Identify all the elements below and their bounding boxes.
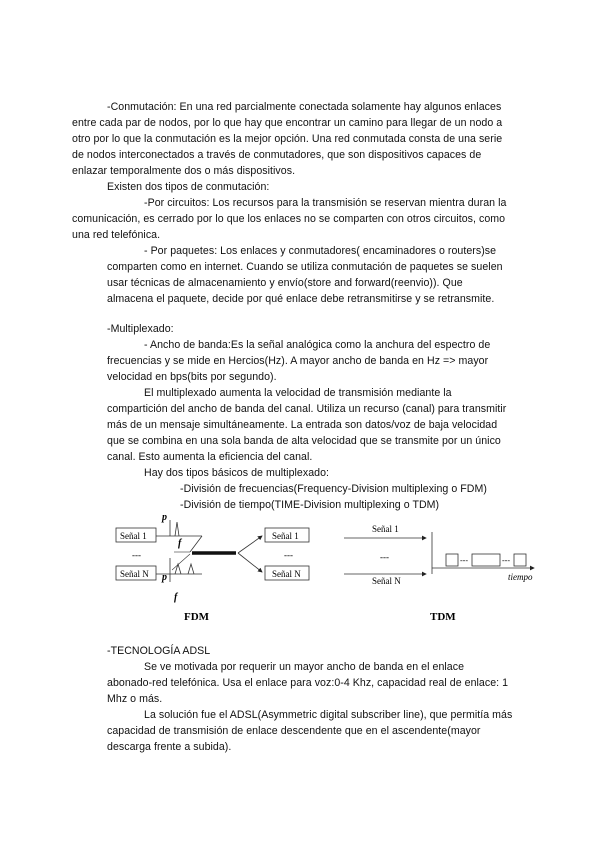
adsl-heading: -TECNOLOGÍA ADSL: [107, 645, 211, 657]
ancho-banda-line: - Ancho de banda:Es la señal analógica como la anchura del espectro de: [144, 339, 491, 351]
fdm-p-label-bottom: p: [162, 572, 167, 583]
tdm-slot: [472, 554, 500, 566]
fdm-signal-1-label: Señal 1: [120, 531, 147, 541]
fdm-output-n-label: Señal N: [272, 569, 301, 579]
svg-text:---: ---: [460, 556, 468, 565]
conmutacion-line: -Conmutación: En una red parcialmente conectada solamente hay algunos enlaces: [107, 101, 502, 113]
fdm-signal-n-label: Señal N: [120, 569, 149, 579]
multiplexado-paragraph-line: canal. Esto aumenta la eficiencia del canal.: [107, 451, 313, 463]
conmutacion-line: entre cada par de nodos, por lo que hay que encontrar un camino para llegar de un nodo a: [72, 117, 503, 129]
tdm-diagram: [338, 508, 538, 630]
fdm-p-label-top: p: [162, 512, 167, 523]
tdm-signal-n-label: Señal N: [372, 576, 401, 586]
paquetes-line: comparten como en internet. Cuando se utiliza conmutación de paquetes se suelen: [107, 261, 503, 273]
paquetes-line: - Por paquetes: Los enlaces y conmutadores( encaminadores o routers)se: [144, 245, 497, 257]
tdm-signal-1-label: Señal 1: [372, 524, 399, 534]
adsl-p2-line: La solución fue el ADSL(Asymmetric digital subscriber line), que permitía más: [144, 709, 513, 721]
adsl-p1-line: abonado-red telefónica. Usa el enlace para voz:0-4 Khz, capacidad real de enlace: 1: [107, 677, 509, 689]
tdm-slot: [514, 554, 526, 566]
multiplexado-tipos-intro: Hay dos tipos básicos de multiplexado:: [144, 467, 330, 479]
multiplexado-paragraph-line: más de un mensaje simultáneamente. La entrada son datos/voz de baja velocidad: [107, 419, 498, 431]
conmutacion-line: otro por lo que la conmutación es la mejor opción. Una red conmutada consta de una serie: [72, 133, 503, 145]
conmutacion-line: de nodos interconectados a través de conmutadores, que son dispositivos capaces de: [72, 149, 482, 161]
adsl-p2-line: descarga frente a subida).: [107, 741, 232, 753]
fdm-diagram: [112, 508, 322, 630]
fdm-f-label-bottom: f: [174, 592, 178, 603]
tdm-caption: TDM: [430, 611, 456, 623]
ancho-banda-line: velocidad en bps(bits por segundo).: [107, 371, 277, 383]
circuitos-line: -Por circuitos: Los recursos para la transmisión se reservan mientra duran la: [144, 197, 507, 209]
svg-text:---: ---: [502, 556, 510, 565]
adsl-p1-line: Se ve motivada por requerir un mayor ancho de banda en el enlace: [144, 661, 465, 673]
paquetes-line: almacena el paquete, decide por qué enlace debe retransmitirse y se retransmite.: [107, 293, 495, 305]
fdm-output-1-label: Señal 1: [272, 531, 299, 541]
fdm-definition: -División de frecuencias(Frequency-Division multiplexing o FDM): [180, 483, 487, 495]
circuitos-line: comunicación, es cerrado por lo que los enlaces no se comparten con otros circuitos, como: [72, 213, 506, 225]
tdm-slot: [446, 554, 458, 566]
conmutacion-tipos-intro: Existen dos tipos de conmutación:: [107, 181, 270, 193]
adsl-p2-line: capacidad de transmisión de enlace descendente que en el ascendente(mayor: [107, 725, 481, 737]
conmutacion-line: enlazar temporalmente dos o más dispositivos.: [72, 165, 296, 177]
adsl-p1-line: Mhz o más.: [107, 693, 163, 705]
multiplexado-paragraph-line: compartición del ancho de banda del canal. Utiliza un recurso (canal) para transmitir: [107, 403, 507, 415]
fdm-f-label-top: f: [178, 538, 182, 549]
fdm-caption: FDM: [184, 611, 210, 623]
ancho-banda-line: frecuencias y se mide en Hercios(Hz). A mayor ancho de banda en Hz => mayor: [107, 355, 489, 367]
tdm-time-label: tiempo: [508, 572, 533, 582]
circuitos-line: una red telefónica.: [72, 229, 161, 241]
fdm-ellipsis-left: ---: [132, 550, 141, 560]
paquetes-line: usar técnicas de almacenamiento y envío(store and forward(reenvio)). Que: [107, 277, 463, 289]
tdm-ellipsis: ---: [380, 552, 389, 562]
multiplexado-paragraph-line: que se combina en una sola banda de alta velocidad que se transmite por un único: [107, 435, 501, 447]
tdm-definition: -División de tiempo(TIME-Division multiplexing o TDM): [180, 499, 440, 511]
fdm-ellipsis-right: ---: [284, 550, 293, 560]
multiplexado-paragraph-line: El multiplexado aumenta la velocidad de transmisión mediante la: [144, 387, 452, 399]
multiplexado-heading: -Multiplexado:: [107, 323, 174, 335]
